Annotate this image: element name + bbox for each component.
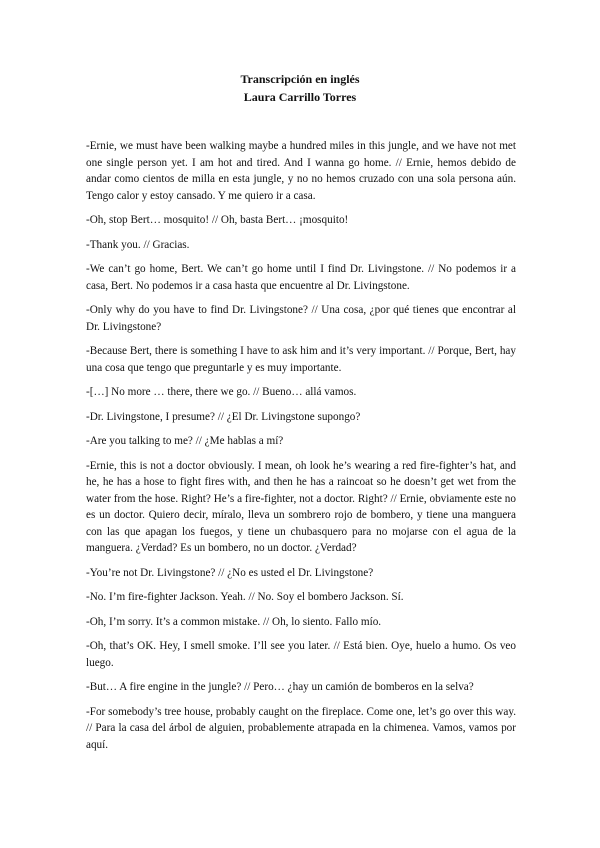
transcript-paragraph: -Because Bert, there is something I have to ask him and it’s very important. // Porque, Bert, hay una cosa que tengo que preguntarle y es muy importante. (86, 345, 516, 374)
transcript-paragraph: -Oh, stop Bert… mosquito! // Oh, basta Bert… ¡mosquito! (86, 214, 349, 226)
transcript-paragraph: -[…] No more … there, there we go. // Bueno… allá vamos. (86, 386, 357, 398)
document-title: Transcripción en inglés (240, 72, 360, 86)
transcript-paragraph: -Ernie, we must have been walking maybe a hundred miles in this jungle, and we have not met one single person yet. I am hot and tired. And I wanna go home. // Ernie, hemos debido de andar como cientos de milla en esta jungle, y no no hemos cruzado con una sola persona aún. Tengo calor y estoy cansado. Y me quiero ir a casa. (86, 140, 516, 202)
transcript-paragraph: -Oh, I’m sorry. It’s a common mistake. // Oh, lo siento. Fallo mío. (86, 615, 382, 628)
document-header (0, 70, 600, 106)
transcript-paragraph: -For somebody’s tree house, probably caught on the fireplace. Come one, let’s go over this way. // Para la casa del árbol de alguien, probablemente atrapada en la chimenea. Vamos, vamos por aquí. (86, 705, 516, 751)
transcript-body (86, 138, 516, 761)
transcript-paragraph: -Ernie, this is not a doctor obviously. I mean, oh look he’s wearing a red fire-fighter’s hat, and he, he has a hose to fight fires with, and then he has a raincoat so he doesn’t get wet from the water from the hose. Right? He’s a fire-fighter, not a doctor. Right? // Ernie, obviamente este no es un doctor. Quiero decir, míralo, lleva un sombrero rojo de bombero, y tiene una manguera con las que apagan los fuegos, y tiene un chubasquero para no mojarse con el agua de la manguera. ¿Verdad? Es un bombero, no un doctor. ¿Verdad? (86, 459, 516, 554)
transcript-paragraph: -We can’t go home, Bert. We can’t go home until I find Dr. Livingstone. // No podemos ir a casa, Bert. No podemos ir a casa hasta que encuentre al Dr. Livingstone. (86, 263, 516, 292)
transcript-paragraph: -Thank you. // Gracias. (86, 238, 190, 251)
transcript-paragraph: -Oh, that’s OK. Hey, I smell smoke. I’ll see you later. // Está bien. Oye, huelo a humo. Os veo luego. (86, 640, 516, 669)
transcript-paragraph: -You’re not Dr. Livingstone? // ¿No es usted el Dr. Livingstone? (86, 566, 374, 579)
transcript-paragraph: -Are you talking to me? // ¿Me hablas a mí? (86, 435, 284, 447)
transcript-paragraph: -But… A fire engine in the jungle? // Pero… ¿hay un camión de bomberos en la selva? (86, 681, 474, 693)
transcript-paragraph: -No. I’m fire-fighter Jackson. Yeah. // No. Soy el bombero Jackson. Sí. (86, 591, 404, 603)
transcript-paragraph: -Dr. Livingstone, I presume? // ¿El Dr. Livingstone supongo? (86, 410, 361, 423)
document-author: Laura Carrillo Torres (243, 90, 357, 104)
transcript-paragraph: -Only why do you have to find Dr. Livingstone? // Una cosa, ¿por qué tienes que encontrar al Dr. Livingstone? (86, 304, 516, 333)
